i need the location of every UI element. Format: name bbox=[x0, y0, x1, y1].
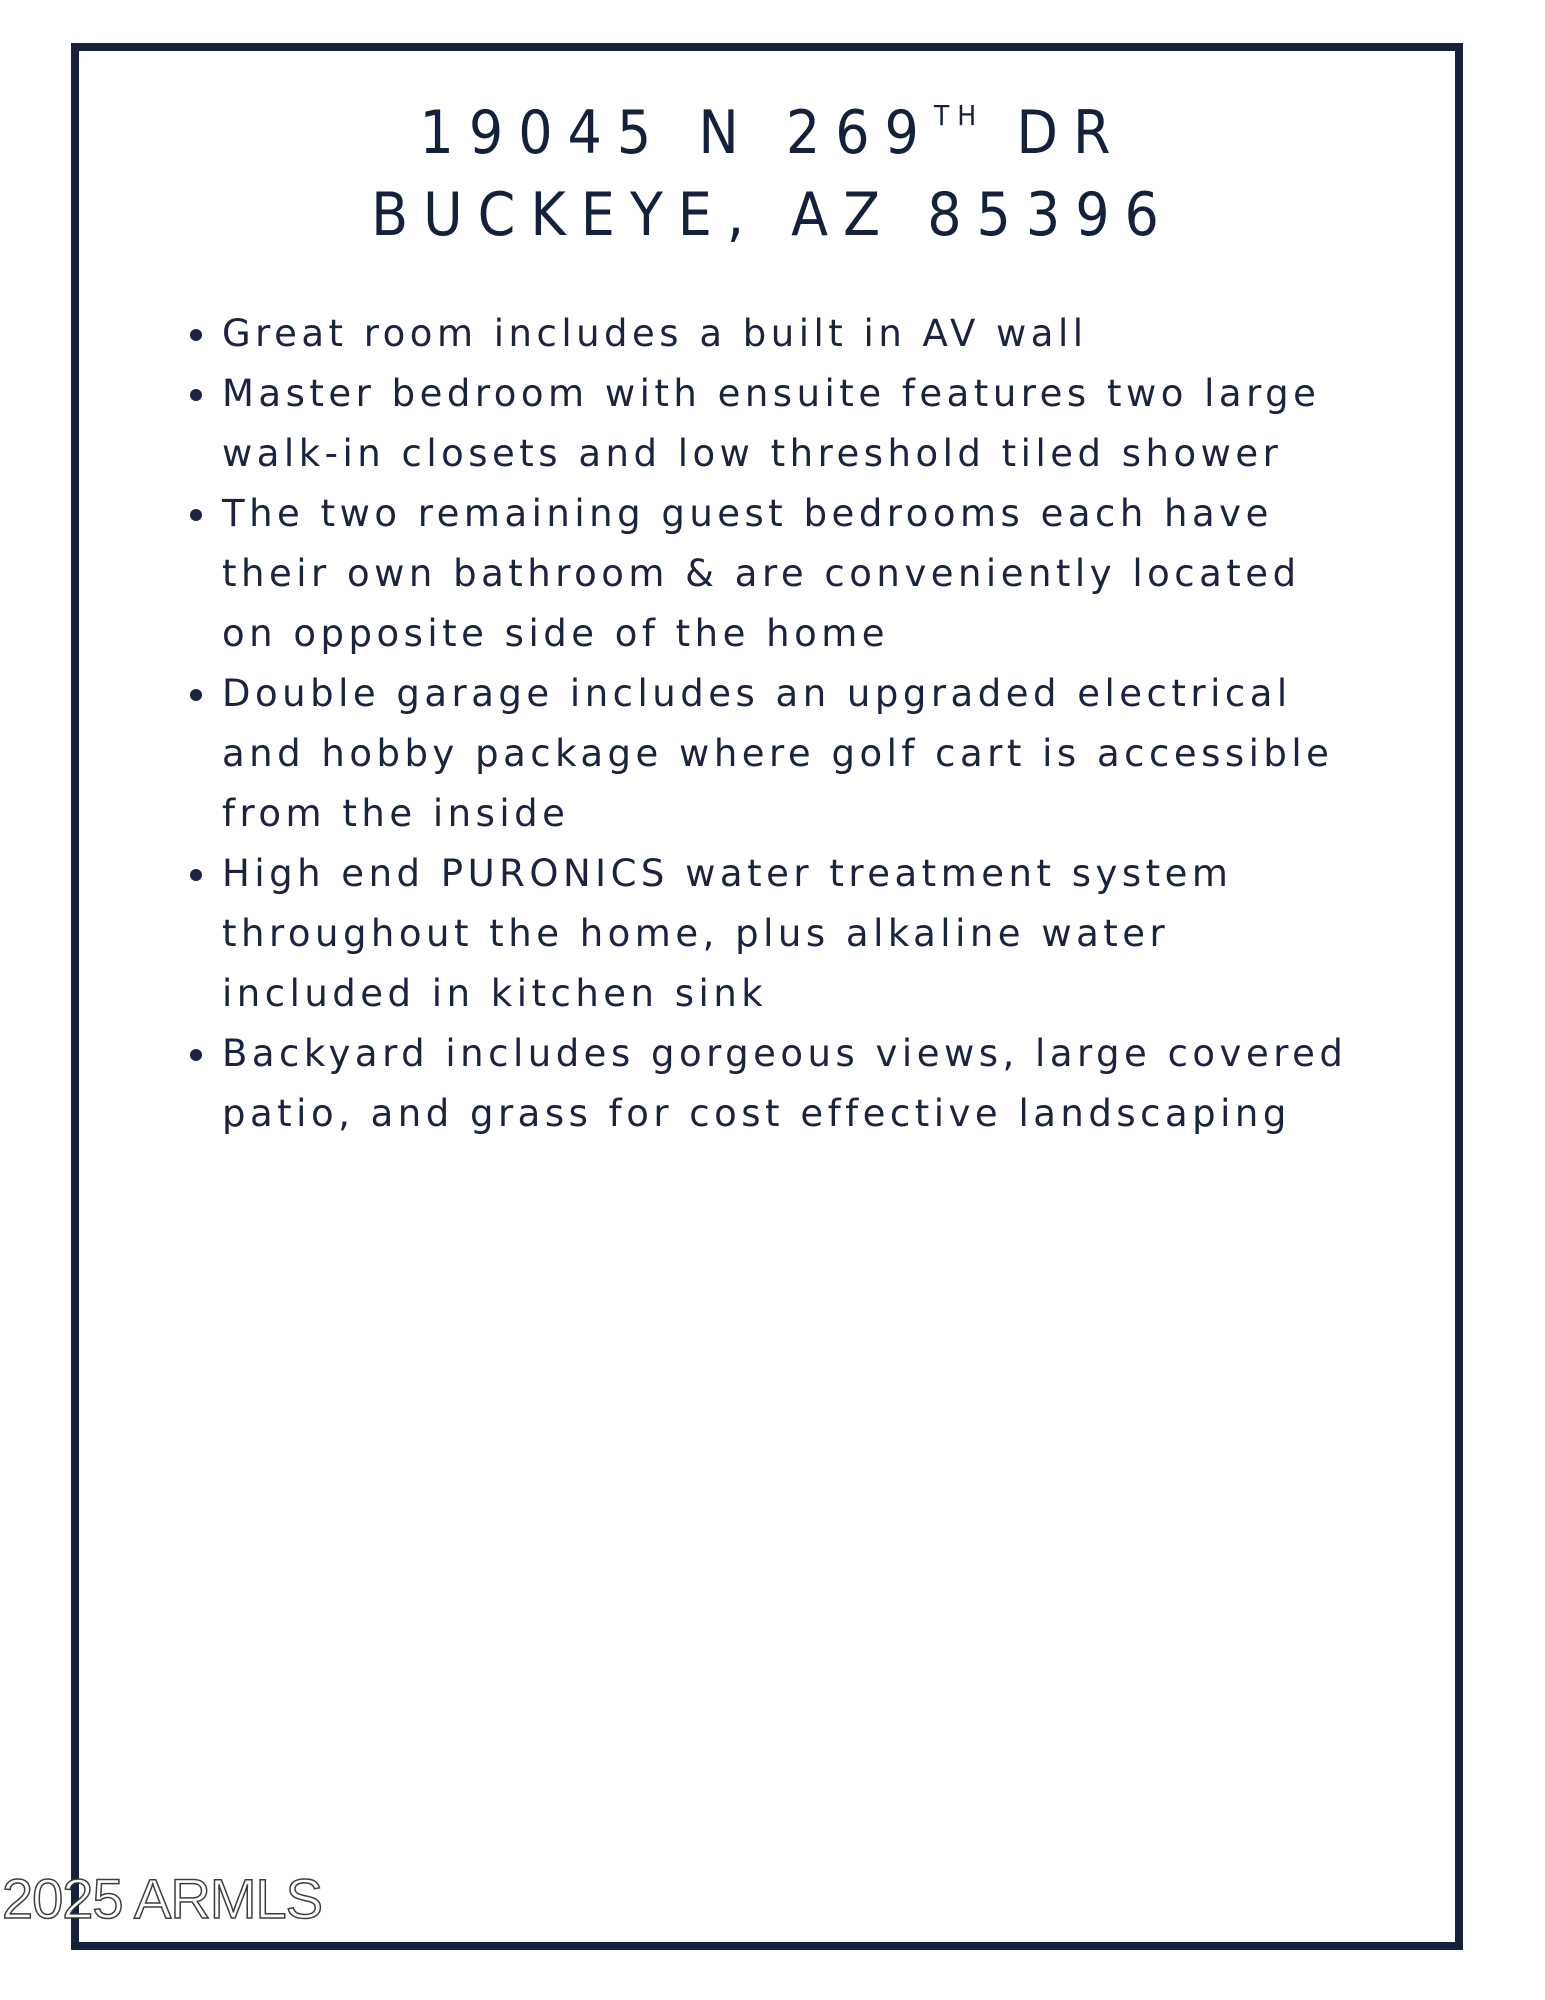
address-street bbox=[0, 92, 1545, 174]
feature-line: High end PURONICS water treatment system bbox=[222, 852, 1233, 895]
feature-line: Master bedroom with ensuite features two large bbox=[222, 372, 1321, 415]
feature-item bbox=[190, 484, 1440, 664]
feature-item bbox=[190, 844, 1440, 1024]
feature-line: patio, and grass for cost effective landscaping bbox=[222, 1092, 1291, 1135]
feature-line: from the inside bbox=[222, 792, 570, 835]
feature-line: Great room includes a built in AV wall bbox=[222, 312, 1088, 355]
feature-item bbox=[190, 1024, 1440, 1144]
bullet-icon bbox=[190, 509, 202, 521]
bullet-icon bbox=[190, 389, 202, 401]
bullet-icon bbox=[190, 329, 202, 341]
bullet-icon bbox=[190, 689, 202, 701]
feature-line: Backyard includes gorgeous views, large covered bbox=[222, 1032, 1348, 1075]
address-city-state-zip: BUCKEYE, AZ 85396 bbox=[371, 180, 1174, 250]
feature-line: on opposite side of the home bbox=[222, 612, 890, 655]
feature-line: included in kitchen sink bbox=[222, 972, 768, 1015]
property-address-title bbox=[0, 92, 1545, 256]
feature-item bbox=[190, 364, 1440, 484]
feature-line: The two remaining guest bedrooms each have bbox=[222, 492, 1273, 535]
feature-item bbox=[190, 304, 1440, 364]
armls-watermark: 2025 ARMLS bbox=[2, 1867, 322, 1930]
feature-line: and hobby package where golf cart is accessible bbox=[222, 732, 1334, 775]
feature-line: their own bathroom & are conveniently located bbox=[222, 552, 1301, 595]
address-street-type: DR bbox=[984, 98, 1126, 168]
address-ordinal-suffix: TH bbox=[933, 99, 985, 132]
bullet-icon bbox=[190, 1049, 202, 1061]
feature-line: Double garage includes an upgraded electrical bbox=[222, 672, 1292, 715]
feature-line: throughout the home, plus alkaline water bbox=[222, 912, 1170, 955]
feature-line: walk-in closets and low threshold tiled shower bbox=[222, 432, 1283, 475]
feature-list bbox=[190, 304, 1440, 1144]
feature-item bbox=[190, 664, 1440, 844]
bullet-icon bbox=[190, 869, 202, 881]
address-street-number: 19045 N 269 bbox=[419, 98, 934, 168]
